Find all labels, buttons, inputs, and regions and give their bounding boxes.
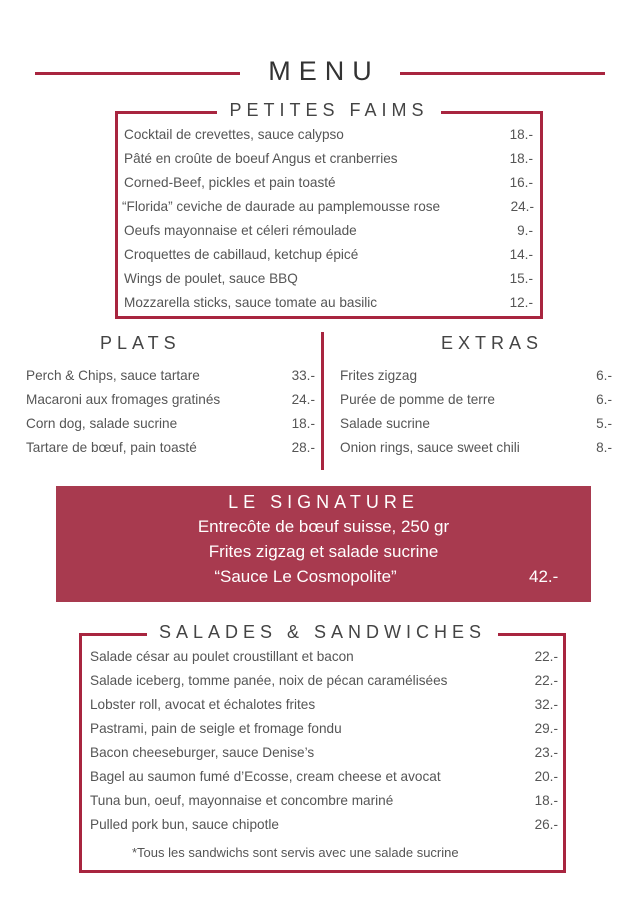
extras-item-name: Frites zigzag [340,368,418,383]
extras-item-price: 5.- [596,416,612,431]
extras-item-name: Salade sucrine [340,416,430,431]
petites-faims-item-price: 24.- [510,199,534,214]
salades-item-price: 22.- [534,673,558,688]
salades-item-price: 32.- [534,697,558,712]
petites-faims-item-name: Oeufs mayonnaise et céleri rémoulade [124,223,357,238]
petites-faims-item-name: Wings de poulet, sauce BBQ [124,271,298,286]
menu-title-text: MENU [246,56,394,86]
salades-item-price: 29.- [534,721,558,736]
plats-item-price: 28.- [291,440,315,455]
salades-title: SALADES & SANDWICHES [82,622,563,643]
petites-faims-item-name: Mozzarella sticks, sauce tomate au basilic [124,295,378,310]
salades-item-name: Salade césar au poulet croustillant et bacon [90,649,354,664]
petites-faims-title: PETITES FAIMS [118,100,540,121]
extras-item-price: 8.- [596,440,612,455]
salades-footnote: *Tous les sandwichs sont servis avec une salade sucrine [132,845,459,860]
petites-faims-item-price: 12.- [509,295,533,310]
petites-faims-item-price: 14.- [509,247,533,262]
extras-item-name: Purée de pomme de terre [340,392,495,407]
plats-item-name: Perch & Chips, sauce tartare [26,368,200,383]
petites-faims-item-name: Croquettes de cabillaud, ketchup épicé [124,247,359,262]
salades-item-name: Tuna bun, oeuf, mayonnaise et concombre mariné [90,793,394,808]
petites-faims-item-price: 16.- [509,175,533,190]
plats-item-price: 18.- [291,416,315,431]
petites-faims-section [115,100,543,319]
petites-faims-item-price: 9.- [517,223,533,238]
extras-item-price: 6.- [596,368,612,383]
salades-item-name: Pastrami, pain de seigle et fromage fondu [90,721,342,736]
salades-item-price: 22.- [534,649,558,664]
petites-faims-item-price: 18.- [509,127,533,142]
plats-item-name: Tartare de bœuf, pain toasté [26,440,197,455]
salades-item-name: Lobster roll, avocat et échalotes frites [90,697,316,712]
menu-title [0,56,640,87]
salades-item-price: 26.- [534,817,558,832]
salades-item-price: 18.- [534,793,558,808]
plats-item-price: 24.- [291,392,315,407]
salades-item-name: Salade iceberg, tomme panée, noix de pécan caramélisées [90,673,448,688]
plats-item-name: Corn dog, salade sucrine [26,416,178,431]
signature-line-3: “Sauce Le Cosmopolite” [214,567,397,586]
column-divider [321,332,324,470]
plats-item-price: 33.- [291,368,315,383]
signature-line-1: Entrecôte de bœuf suisse, 250 gr [197,517,450,536]
signature-price: 42.- [529,567,559,586]
salades-item-name: Pulled pork bun, sauce chipotle [90,817,279,832]
petites-faims-item-name: Pâté en croûte de boeuf Angus et cranberries [124,151,398,166]
petites-faims-item-name: “Florida” ceviche de daurade au pamplemousse rose [122,199,441,214]
petites-faims-item-name: Cocktail de crevettes, sauce calypso [124,127,344,142]
plats-title: PLATS [100,333,181,353]
extras-title: EXTRAS [441,333,544,353]
petites-faims-item-price: 15.- [509,271,533,286]
plats-item-name: Macaroni aux fromages gratinés [26,392,221,407]
extras-item-name: Onion rings, sauce sweet chili [340,440,520,455]
signature-banner [56,486,591,602]
salades-item-price: 20.- [534,769,558,784]
petites-faims-item-name: Corned-Beef, pickles et pain toasté [124,175,336,190]
salades-item-name: Bagel au saumon fumé d’Ecosse, cream cheese et avocat [90,769,441,784]
signature-title: LE SIGNATURE [228,492,419,512]
petites-faims-item-price: 18.- [509,151,533,166]
extras-item-price: 6.- [596,392,612,407]
salades-item-price: 23.- [534,745,558,760]
signature-line-2: Frites zigzag et salade sucrine [208,542,439,561]
salades-item-name: Bacon cheeseburger, sauce Denise’s [90,745,315,760]
